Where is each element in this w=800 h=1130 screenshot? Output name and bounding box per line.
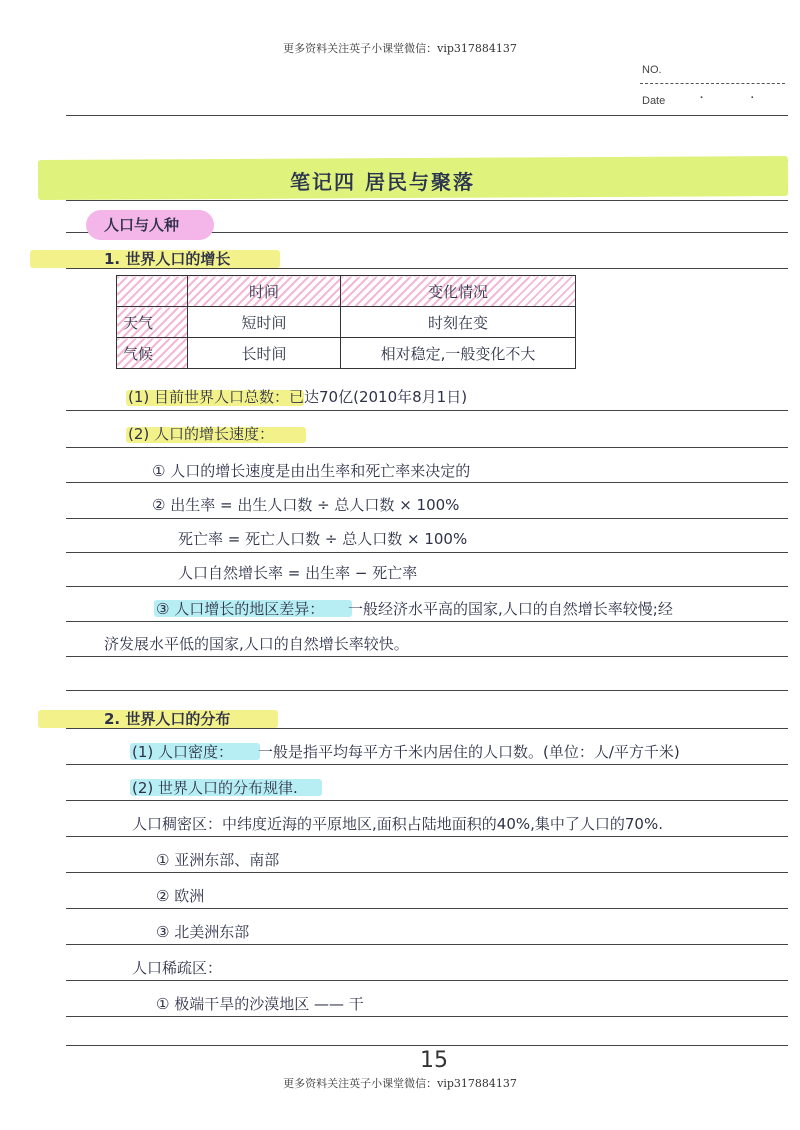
density-definition: 一般是指平均每平方千米内居住的人口数。(单位：人/平方千米) xyxy=(258,743,680,761)
ruled-line xyxy=(66,447,788,448)
table-corner-cell xyxy=(117,276,188,307)
ruled-line xyxy=(66,410,788,411)
ruled-line xyxy=(66,908,788,909)
distribution-rule-heading: (2) 世界人口的分布规律. xyxy=(132,779,298,797)
table-cell: 相对稳定,一般变化不大 xyxy=(341,338,576,369)
table-header-change: 变化情况 xyxy=(341,276,576,307)
table-cell: 长时间 xyxy=(188,338,341,369)
ruled-line xyxy=(66,944,788,945)
page-number: 15 xyxy=(420,1048,448,1073)
no-dashed-line xyxy=(640,83,785,84)
ruled-line xyxy=(66,656,788,657)
growth-item-1: ① 人口的增长速度是由出生率和死亡率来决定的 xyxy=(152,462,471,480)
watermark-bottom: 更多资料关注英子小课堂微信：vip317884137 xyxy=(283,1077,517,1090)
ruled-line xyxy=(66,800,788,801)
dense-region-text: 人口稠密区：中纬度近海的平原地区,面积占陆地面积的40%,集中了人口的70%. xyxy=(132,815,663,833)
ruled-line xyxy=(66,621,788,622)
section-2-heading: 2. 世界人口的分布 xyxy=(104,710,231,728)
watermark-top: 更多资料关注英子小课堂微信：vip317884137 xyxy=(283,42,517,55)
regional-difference-text-cont: 济发展水平低的国家,人口的自然增长率较快。 xyxy=(104,635,409,653)
ruled-line xyxy=(66,586,788,587)
growth-speed-heading: (2) 人口的增长速度： xyxy=(128,425,275,443)
table-cell-label: 天气 xyxy=(117,307,188,338)
weather-climate-table xyxy=(116,275,576,369)
ruled-line xyxy=(66,1045,788,1046)
sparse-region-label: 人口稀疏区： xyxy=(132,959,223,977)
section-tag: 人口与人种 xyxy=(104,216,180,234)
dense-item-2: ② 欧洲 xyxy=(156,887,205,905)
regional-difference-text: 一般经济水平高的国家,人口的自然增长率较慢;经 xyxy=(348,600,673,618)
ruled-line xyxy=(66,552,788,553)
table-row xyxy=(117,307,576,338)
table-row xyxy=(117,338,576,369)
page-title: 笔记四 居民与聚落 xyxy=(290,170,475,194)
table-cell: 时刻在变 xyxy=(341,307,576,338)
ruled-line xyxy=(66,872,788,873)
dense-item-1: ① 亚洲东部、南部 xyxy=(156,851,280,869)
density-label: (1) 人口密度： xyxy=(132,743,234,761)
ruled-line xyxy=(66,1016,788,1017)
table-cell-label: 气候 xyxy=(117,338,188,369)
ruled-line xyxy=(66,115,788,116)
section-1-heading: 1. 世界人口的增长 xyxy=(104,250,231,268)
death-rate-formula: 死亡率 = 死亡人口数 ÷ 总人口数 × 100% xyxy=(178,530,468,548)
sparse-item-1: ① 极端干旱的沙漠地区 —— 干 xyxy=(156,995,364,1013)
no-label: NO. xyxy=(642,64,662,76)
ruled-line xyxy=(66,764,788,765)
regional-difference-label: ③ 人口增长的地区差异： xyxy=(156,600,325,618)
date-label: Date xyxy=(642,95,666,107)
ruled-line xyxy=(66,200,788,201)
world-population-total: (1) 目前世界人口总数：已达70亿(2010年8月1日) xyxy=(128,388,468,406)
ruled-line xyxy=(66,482,788,483)
table-header-time: 时间 xyxy=(188,276,341,307)
ruled-line xyxy=(66,518,788,519)
table-header-row xyxy=(117,276,576,307)
growth-item-2: ② 出生率 = 出生人口数 ÷ 总人口数 × 100% xyxy=(152,496,460,514)
ruled-line xyxy=(66,690,788,691)
table-cell: 短时间 xyxy=(188,307,341,338)
ruled-line xyxy=(66,980,788,981)
natural-growth-formula: 人口自然增长率 = 出生率 − 死亡率 xyxy=(178,564,418,582)
date-dots: · · xyxy=(700,92,777,104)
ruled-line xyxy=(66,836,788,837)
dense-item-3: ③ 北美洲东部 xyxy=(156,923,250,941)
